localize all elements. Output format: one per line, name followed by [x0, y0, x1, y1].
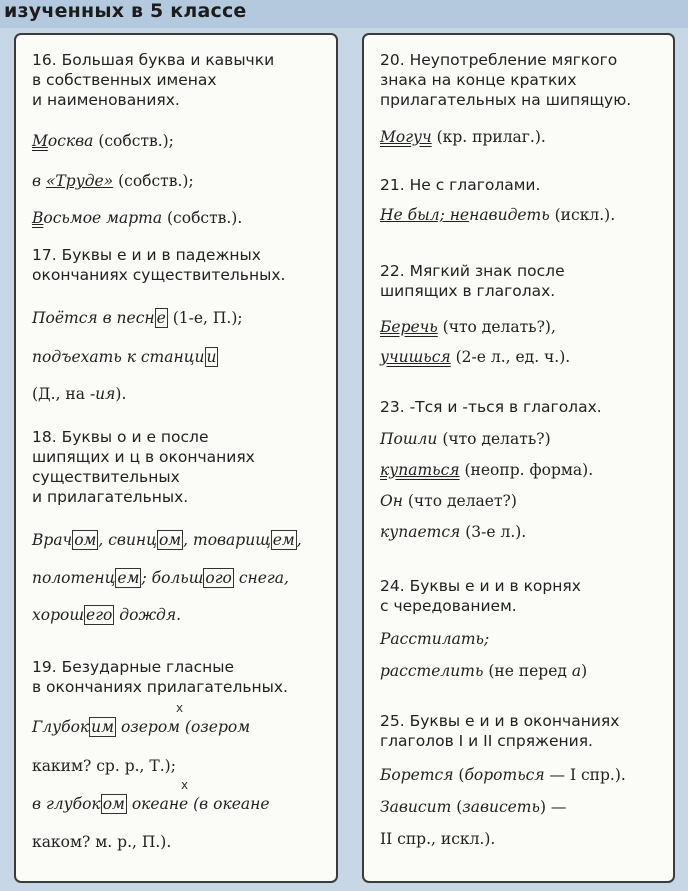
- rule-25-heading-line1: 25. Буквы е и и в окончаниях: [380, 712, 620, 730]
- rule-24-heading-line1: 24. Буквы е и и в корнях: [380, 577, 581, 595]
- rule-22-heading-line1: 22. Мягкий знак после: [380, 262, 565, 280]
- rule-22-heading-line2: шипящих в глаголах.: [380, 282, 556, 300]
- rule-19-example-3: в глубок ом океане (в океане: [32, 795, 270, 813]
- rule-24-example-1: Расстилать;: [380, 630, 490, 648]
- rule-20-heading-line3: прилагательных на шипящую.: [380, 91, 632, 109]
- rule-17-heading-line2: окончаниях существительных.: [32, 266, 286, 284]
- rule-17-example-3: (Д., на -ия).: [32, 385, 127, 403]
- rule-20-heading-line2: знака на конце кратких: [380, 71, 577, 89]
- rule-18-heading-line1: 18. Буквы о и е после: [32, 428, 209, 446]
- rule-23-example-1: Пошли (что делать?): [380, 430, 551, 448]
- rule-23-example-2: купаться (неопр. форма).: [380, 461, 594, 479]
- stress-mark-cross: x: [181, 778, 189, 792]
- rule-18-example-2: полотенц ем ; больш ого снега,: [32, 569, 289, 587]
- rules-panel-right: [362, 33, 675, 883]
- rule-18-heading-line3: существительных: [32, 468, 180, 486]
- rule-16-heading-line1: 16. Большая буква и кавычки: [32, 51, 275, 69]
- rule-20-heading-line1: 20. Неупотребление мягкого: [380, 51, 618, 69]
- rule-23-heading: 23. -Тся и -ться в глаголах.: [380, 398, 602, 416]
- rule-19-example-2: каким? ср. р., Т.);: [32, 757, 176, 775]
- rule-16-example-1: Москва (собств.);: [32, 132, 174, 150]
- rule-24-example-2: расстелить (не перед а): [380, 662, 588, 680]
- rule-24-heading-line2: с чередованием.: [380, 597, 517, 615]
- rule-19-heading-line1: 19. Безударные гласные: [32, 658, 235, 676]
- rule-23-example-4: купается (3-е л.).: [380, 523, 527, 541]
- rule-16-example-2: в «Труде» (собств.);: [32, 172, 194, 190]
- rule-16-heading-line2: в собственных именах: [32, 71, 217, 89]
- rule-19-heading-line2: в окончаниях прилагательных.: [32, 678, 288, 696]
- rule-18-heading-line2: шипящих и ц в окончаниях: [32, 448, 255, 466]
- rule-19-example-4: каком? м. р., П.).: [32, 833, 172, 851]
- rules-panel-left: [14, 33, 338, 883]
- page-title: изученных в 5 классе: [4, 0, 247, 22]
- rule-25-example-3: II спр., искл.).: [380, 830, 496, 848]
- stress-mark-cross: x: [176, 701, 184, 715]
- rule-25-heading-line2: глаголов I и II спряжения.: [380, 732, 593, 750]
- rule-21-heading: 21. Не с глаголами.: [380, 176, 541, 194]
- rule-23-example-3: Он (что делает?): [380, 492, 517, 510]
- rule-19-example-1: Глубок им озером (озером: [32, 718, 251, 736]
- rule-25-example-2: Зависит (зависеть) —: [380, 798, 567, 816]
- page-header: [0, 0, 688, 28]
- rule-21-example-1: Не был; ненавидеть (искл.).: [380, 206, 616, 224]
- rule-17-example-2: подъехать к станци и: [32, 348, 217, 366]
- rule-18-example-3: хорош его дождя.: [32, 606, 182, 624]
- rule-25-example-1: Борется (бороться — I спр.).: [380, 766, 626, 784]
- rule-22-example-2: учишься (2-е л., ед. ч.).: [380, 348, 571, 366]
- rule-18-heading-line4: и прилагательных.: [32, 488, 189, 506]
- rule-22-example-1: Беречь (что делать?),: [380, 318, 556, 336]
- rule-20-example-1: Могуч (кр. прилаг.).: [380, 128, 546, 146]
- rule-17-heading-line1: 17. Буквы е и и в падежных: [32, 246, 261, 264]
- rule-17-example-1: Поётся в песн е (1-е, П.);: [32, 309, 243, 327]
- rule-18-example-1: Врач ом , свинц ом , товарищ ем ,: [32, 531, 302, 549]
- rule-16-example-3: Восьмое марта (собств.).: [32, 209, 243, 227]
- rule-16-heading-line3: и наименованиях.: [32, 91, 180, 109]
